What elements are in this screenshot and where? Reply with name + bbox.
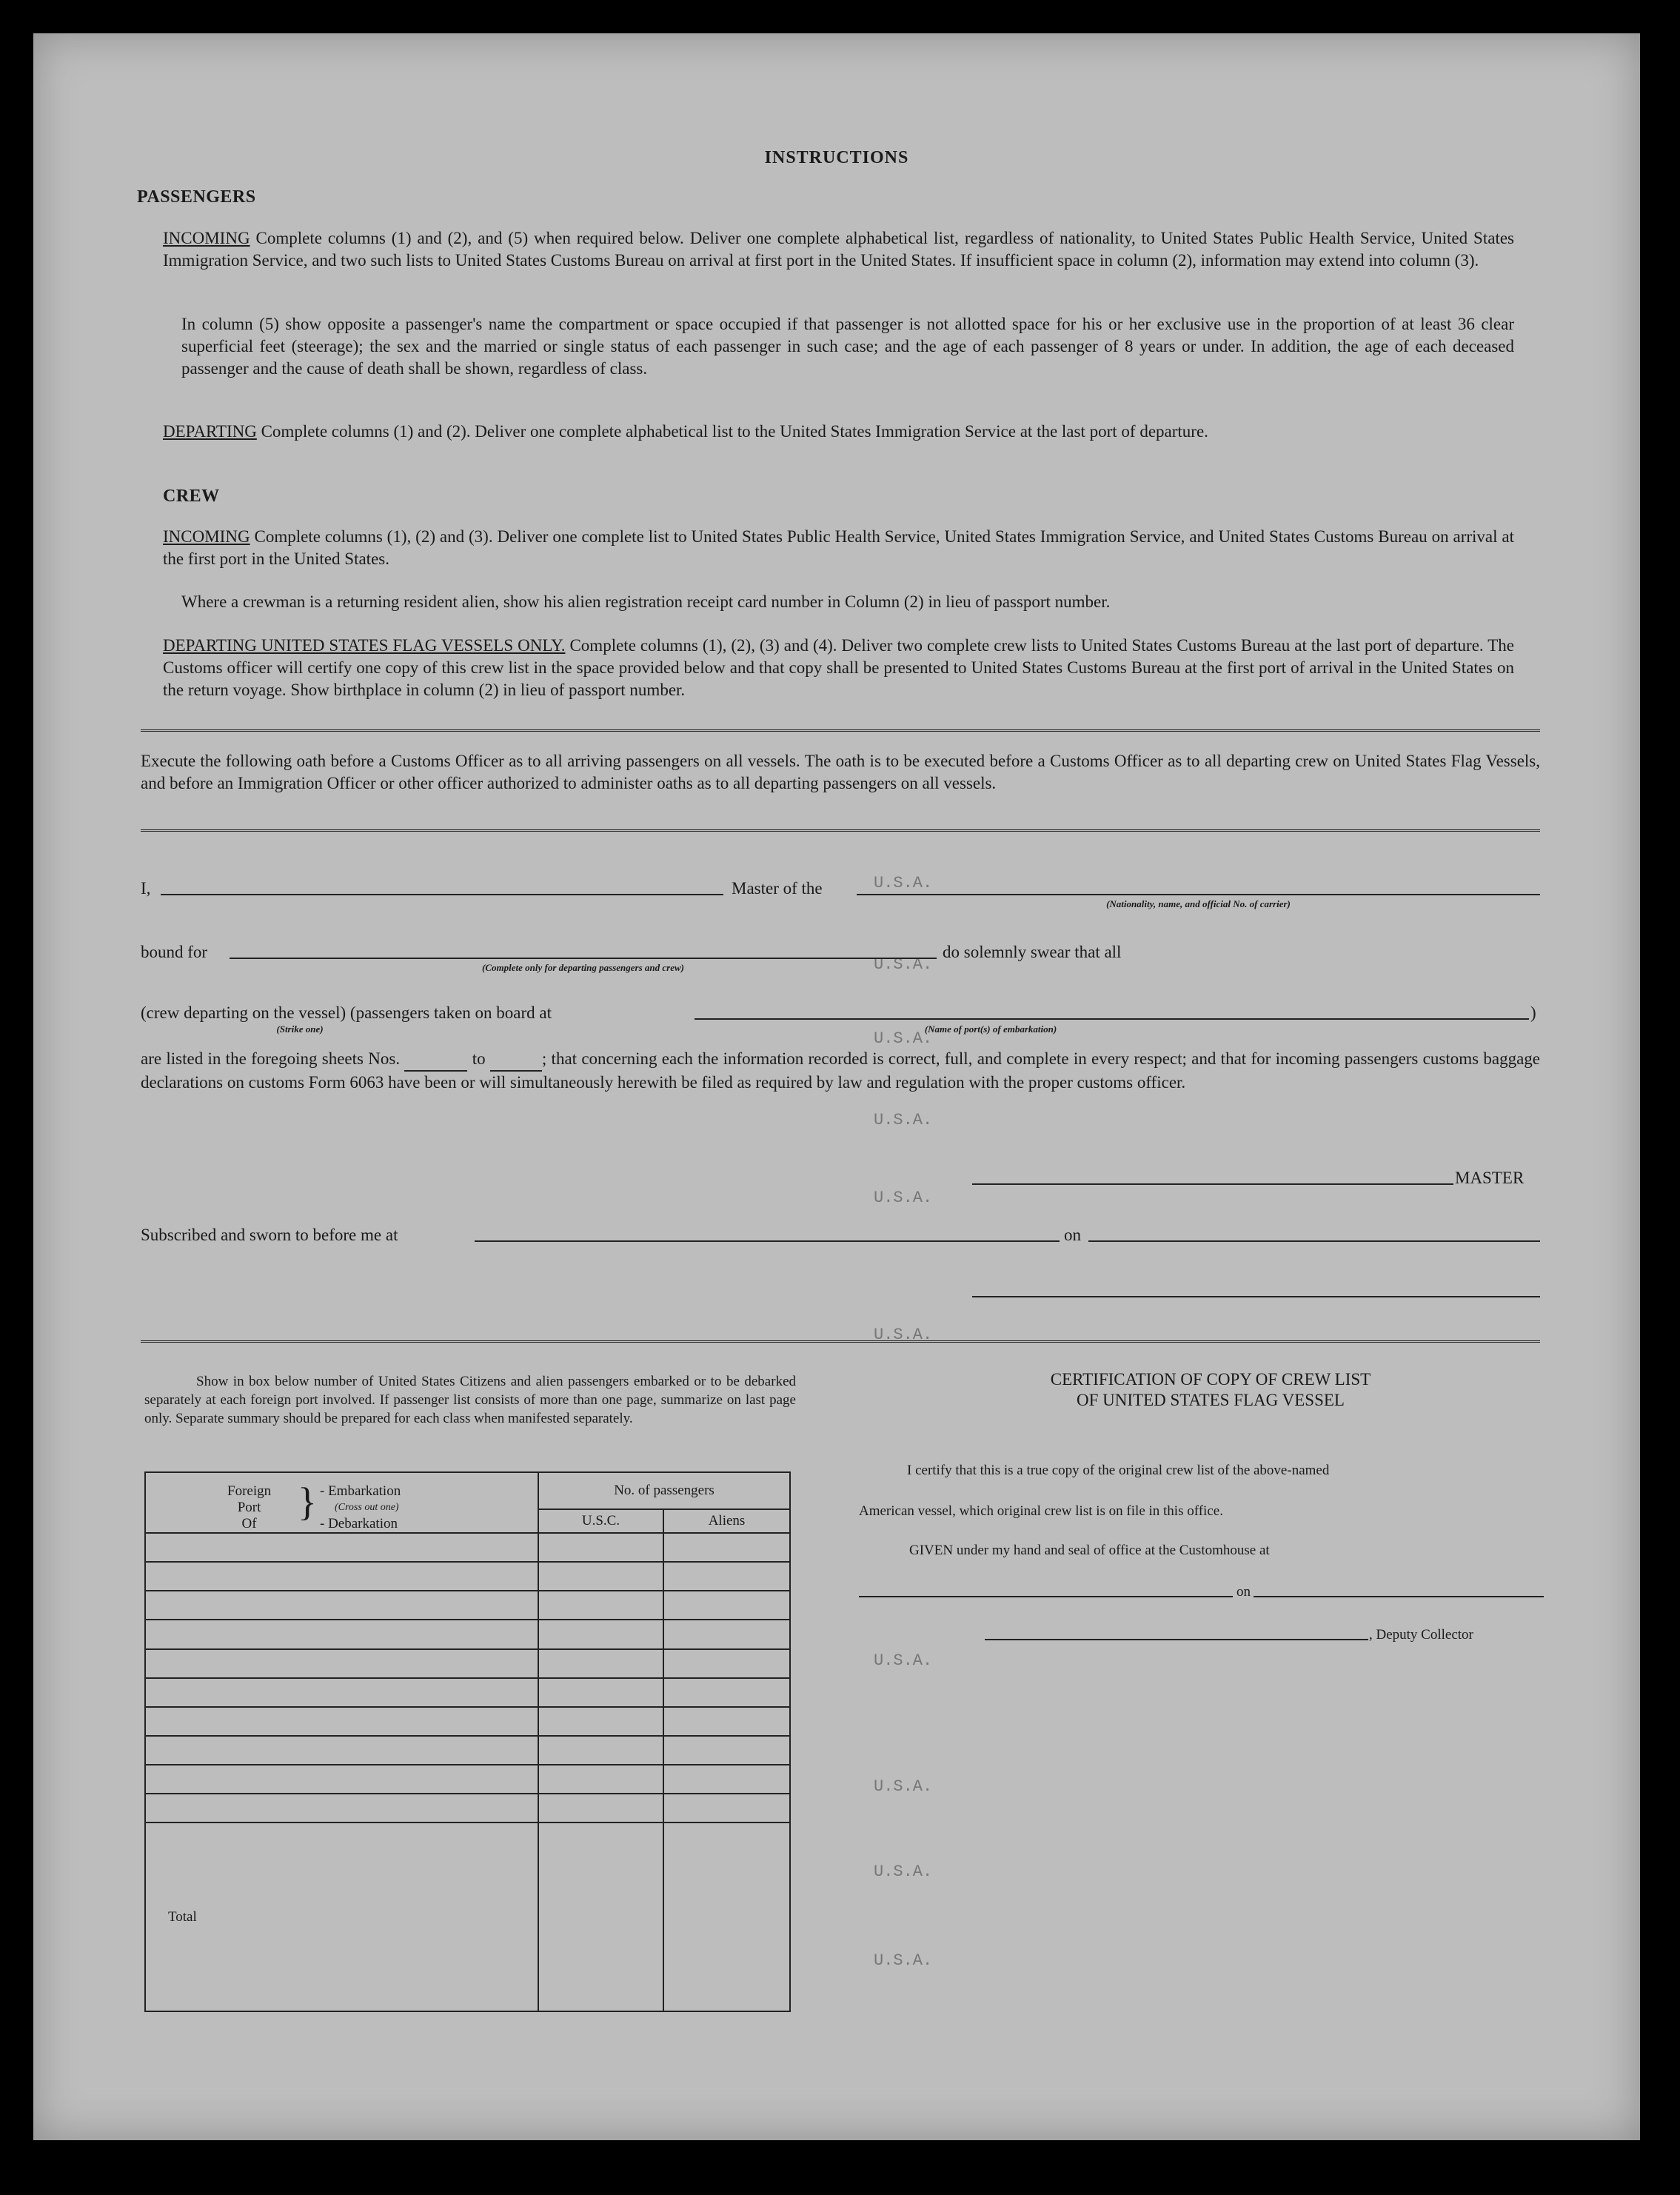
usc-cell[interactable] [538, 1533, 663, 1562]
port-cell[interactable] [145, 1620, 538, 1648]
crew-departing-paragraph [163, 635, 1514, 701]
certify-line-2: American vessel, which original crew list is on file in this office. [859, 1503, 1223, 1519]
departing-label: DEPARTING [163, 422, 257, 441]
bleed-through-mark: U.S.A. [874, 1326, 933, 1344]
certify-on-label: on [1236, 1584, 1251, 1600]
embarkation-port-field[interactable] [695, 1018, 1529, 1020]
officer-signature-field[interactable] [972, 1296, 1540, 1297]
port-cell[interactable] [145, 1794, 538, 1823]
subscribed-date-field[interactable] [1088, 1240, 1540, 1242]
aliens-cell[interactable] [663, 1649, 790, 1678]
usc-cell[interactable] [538, 1707, 663, 1736]
master-label: MASTER [1455, 1169, 1525, 1187]
sheets-statement: ; that concerning each the information recorded is correct, full, and complete in every respect; and that for incoming passengers customs baggage declarations on customs Form 6063 have been or will simultaneously herewith be filed as required by law and regulation with the proper customs officer. [141, 1049, 1540, 1092]
bleed-through-mark: U.S.A. [874, 955, 933, 974]
incoming-text: Complete columns (1) and (2), and (5) when required below. Deliver one complete alphabetical list, regardless of nationality, to United States Public Health Service, United States Immigration Service, and two such lists to United States Customs Bureau on arrival at first port in the United States. If insufficient space in column (2), information may extend into column (3). [163, 229, 1514, 270]
passengers-heading: PASSENGERS [137, 187, 256, 207]
carrier-caption: (Nationality, name, and official No. of carrier) [1106, 898, 1291, 909]
usc-total-cell[interactable] [538, 1823, 663, 2011]
crew-departing-label: DEPARTING UNITED STATES FLAG VESSELS ONLY. [163, 636, 566, 655]
aliens-cell[interactable] [663, 1591, 790, 1620]
port-label: Port [237, 1500, 261, 1515]
master-signature-field[interactable] [972, 1183, 1453, 1185]
aliens-cell[interactable] [663, 1533, 790, 1562]
subscribed-on-label: on [1064, 1226, 1081, 1244]
strike-caption: (Strike one) [276, 1023, 324, 1035]
usc-cell[interactable] [538, 1649, 663, 1678]
subscribed-label: Subscribed and sworn to before me at [141, 1226, 398, 1244]
aliens-header: Aliens [663, 1509, 790, 1533]
certify-date-field[interactable] [1254, 1596, 1544, 1597]
port-cell[interactable] [145, 1591, 538, 1620]
usc-cell[interactable] [538, 1620, 663, 1648]
incoming-label: INCOMING [163, 229, 250, 247]
bound-for-field[interactable] [230, 958, 937, 959]
divider [141, 829, 1540, 835]
total-label: Total [145, 1823, 538, 2011]
usc-cell[interactable] [538, 1794, 663, 1823]
bleed-through-mark: U.S.A. [874, 1029, 933, 1048]
oath-i-label: I, [141, 879, 151, 898]
no-of-passengers-header: No. of passengers [538, 1472, 790, 1509]
subscribed-place-field[interactable] [475, 1240, 1060, 1242]
aliens-cell[interactable] [663, 1765, 790, 1794]
aliens-cell[interactable] [663, 1620, 790, 1648]
close-paren: ) [1530, 1003, 1536, 1022]
crew-incoming-label: INCOMING [163, 527, 250, 546]
departing-text: Complete columns (1) and (2). Deliver one complete alphabetical list to the United States Immigration Service at the last port of departure. [261, 422, 1208, 441]
embarkation-caption: (Name of port(s) of embarkation) [924, 1023, 1057, 1035]
aliens-cell[interactable] [663, 1678, 790, 1707]
column5-paragraph: In column (5) show opposite a passenger's name the compartment or space occupied if that passenger is not allotted space for his or her exclusive use in the proportion of at least 36 clear superficial feet (steerage); the sex and the married or single status of each passenger in such case; and the age of each passenger of 8 years or under. In addition, the age of each deceased passenger and the cause of death shall be shown, regardless of class. [181, 315, 1514, 378]
document-page [33, 33, 1640, 2140]
usc-cell[interactable] [538, 1765, 663, 1794]
port-cell[interactable] [145, 1533, 538, 1562]
port-cell[interactable] [145, 1678, 538, 1707]
port-cell[interactable] [145, 1649, 538, 1678]
of-label: Of [241, 1516, 257, 1531]
aliens-cell[interactable] [663, 1736, 790, 1765]
bleed-through-mark: U.S.A. [874, 1111, 933, 1129]
aliens-cell[interactable] [663, 1794, 790, 1823]
bleed-through-mark: U.S.A. [874, 1777, 933, 1796]
crew-heading: CREW [163, 487, 220, 506]
crew-departing-strike-label: (crew departing on the vessel) (passengers taken on board at [141, 1003, 552, 1022]
port-cell[interactable] [145, 1562, 538, 1591]
page-title: INSTRUCTIONS [764, 148, 909, 167]
certify-line-3: GIVEN under my hand and seal of office at the Customhouse at [909, 1543, 1270, 1558]
bound-for-caption: (Complete only for departing passengers and crew) [482, 962, 684, 973]
usc-cell[interactable] [538, 1736, 663, 1765]
bleed-through-mark: U.S.A. [874, 1651, 933, 1670]
crew-incoming-text: Complete columns (1), (2) and (3). Deliver one complete list to United States Public Health Service, United States Immigration Service, and United States Customs Bureau on arrival at the first port in the United States. [163, 527, 1515, 568]
usc-cell[interactable] [538, 1562, 663, 1591]
carrier-field[interactable] [857, 894, 1540, 895]
cross-out-label: (Cross out one) [335, 1502, 399, 1513]
certify-line-1: I certify that this is a true copy of the original crew list of the above-named [907, 1463, 1330, 1478]
usc-cell[interactable] [538, 1678, 663, 1707]
bleed-through-mark: U.S.A. [874, 1862, 933, 1881]
aliens-cell[interactable] [663, 1707, 790, 1736]
sheet-to-field[interactable] [490, 1048, 542, 1072]
foreign-label: Foreign [227, 1483, 272, 1499]
port-cell[interactable] [145, 1707, 538, 1736]
bound-for-label: bound for [141, 943, 208, 961]
customhouse-field[interactable] [859, 1596, 1233, 1597]
divider [141, 1340, 1540, 1346]
certification-heading-1: CERTIFICATION OF COPY OF CREW LIST [1050, 1370, 1371, 1389]
oath-intro: Execute the following oath before a Customs Officer as to all arriving passengers on all vessels. The oath is to be executed before a Customs Officer as to all departing crew on United States Flag Vessels, and before an Immigration Officer or other officer authorized to administer oaths as to all departing passengers on all vessels. [141, 752, 1540, 792]
passengers-departing-paragraph [163, 421, 1514, 443]
sheets-paragraph [141, 1048, 1540, 1094]
usc-header: U.S.C. [538, 1509, 663, 1533]
swear-label: do solemnly swear that all [943, 943, 1122, 961]
bleed-through-mark: U.S.A. [874, 1189, 933, 1207]
brace-icon: } [298, 1480, 317, 1524]
deputy-collector-label: , Deputy Collector [1369, 1627, 1473, 1643]
passenger-count-table [144, 1471, 791, 2012]
crew-departing-text: Complete columns (1), (2), (3) and (4). Deliver two complete crew lists to United States Customs Bureau at the last port of departure. The Customs officer will certify one copy of this crew list in the space provided below and that copy shall be presented to United States Customs Bureau at the first port of arrival in the United States on the return voyage. Show birthplace in column (2) in lieu of passport number. [163, 636, 1515, 699]
port-cell[interactable] [145, 1736, 538, 1765]
master-name-field[interactable] [161, 894, 723, 895]
sheets-label: are listed in the foregoing sheets Nos. [141, 1049, 401, 1068]
bleed-through-mark: U.S.A. [874, 1951, 933, 1970]
usc-cell[interactable] [538, 1591, 663, 1620]
master-of-the-label: Master of the [732, 879, 823, 898]
deputy-signature-field[interactable] [985, 1639, 1368, 1640]
divider [141, 729, 1540, 735]
sheets-to-label: to [472, 1049, 486, 1068]
crew-incoming-paragraph [163, 526, 1514, 570]
debarkation-label: - Debarkation [320, 1516, 398, 1531]
bleed-through-mark: U.S.A. [874, 874, 933, 892]
resident-alien-paragraph: Where a crewman is a returning resident alien, show his alien registration receipt card number in Column (2) in lieu of passport number. [181, 592, 1111, 611]
certification-heading-2: OF UNITED STATES FLAG VESSEL [1077, 1391, 1345, 1409]
port-cell[interactable] [145, 1765, 538, 1794]
box-instructions: Show in box below number of United States Citizens and alien passengers embarked or to be debarked separately at each foreign port involved. If passenger list consists of more than one page, summarize on last page only. Separate summary should be prepared for each class when manifested separately. [144, 1374, 796, 1426]
sheet-from-field[interactable] [404, 1048, 467, 1072]
port-header-cell [145, 1472, 538, 1533]
passengers-incoming-paragraph [163, 227, 1514, 272]
embarkation-label: - Embarkation [320, 1483, 401, 1499]
aliens-cell[interactable] [663, 1562, 790, 1591]
aliens-total-cell[interactable] [663, 1823, 790, 2011]
